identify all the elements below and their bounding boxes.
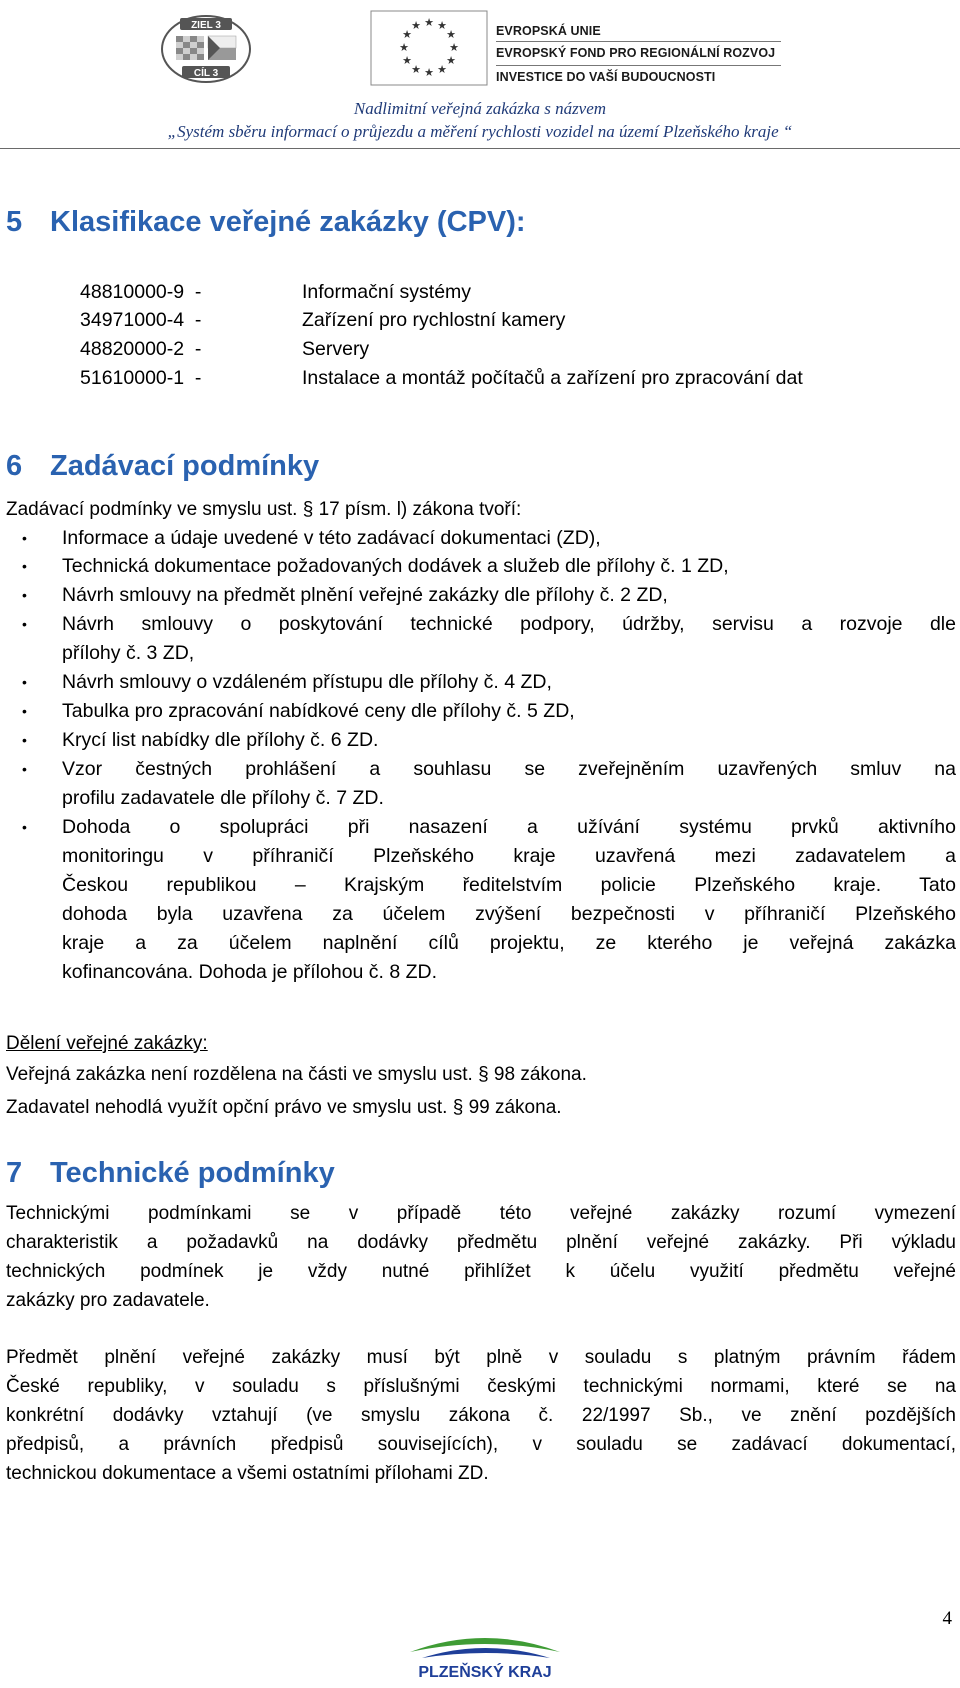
section-7-heading xyxy=(6,1157,335,1190)
svg-text:★: ★ xyxy=(437,19,447,32)
bullet-text: Technická dokumentace požadovaných dodávek a služeb dle přílohy č. 1 ZD, xyxy=(62,555,729,577)
bullet-icon: • xyxy=(22,587,27,603)
cpv-description: Servery xyxy=(302,338,370,360)
bullet-text: profilu zadavatele dle přílohy č. 7 ZD. xyxy=(62,787,384,809)
section-number: 7 xyxy=(6,1157,23,1189)
bullet-text: kofinancována. Dohoda je přílohou č. 8 ZD. xyxy=(62,961,438,983)
option-line: Zadavatel nehodlá využít opční právo ve smyslu ust. § 99 zákona. xyxy=(6,1097,562,1118)
header-project-title: „Systém sběru informací o průjezdu a měření rychlosti vozidel na území Plzeňského kraje “ xyxy=(167,122,793,141)
bullet-icon: • xyxy=(22,558,27,574)
section-6-heading xyxy=(6,450,319,483)
bullet-text: Krycí list nabídky dle přílohy č. 6 ZD. xyxy=(62,729,379,751)
section-number: 6 xyxy=(6,450,23,482)
bullet-text: kraje a za účelem naplnění cílů projektu, ze kterého je veřejná zakázka xyxy=(62,932,956,954)
cpv-code: 34971000-4 - xyxy=(80,309,202,331)
paragraph-line: Technickými podmínkami se v případě této veřejné zakázky rozumí vymezení xyxy=(6,1203,956,1224)
header-divider xyxy=(0,148,960,149)
svg-text:★: ★ xyxy=(424,66,434,79)
cpv-code: 48810000-9 - xyxy=(80,281,202,303)
logo-text: PLZEŇSKÝ KRAJ xyxy=(418,1664,552,1681)
paragraph-line: zakázky pro zadavatele. xyxy=(6,1290,210,1311)
cpv-description: Zařízení pro rychlostní kamery xyxy=(302,309,566,331)
svg-text:★: ★ xyxy=(399,41,409,54)
paragraph-line: technickou dokumentace a všemi ostatními přílohami ZD. xyxy=(6,1463,489,1484)
bullet-text: Tabulka pro zpracování nabídkové ceny dle přílohy č. 5 ZD, xyxy=(62,700,575,722)
bullet-text: monitoringu v příhraničí Plzeňského kraje uzavřená mezi zadavatelem a xyxy=(62,845,956,867)
svg-text:★: ★ xyxy=(402,28,412,41)
division-heading: Dělení veřejné zakázky: xyxy=(6,1033,208,1054)
paragraph-line: charakteristik a požadavků na dodávky předmětu plnění veřejné zakázky. Při výkladu xyxy=(6,1232,956,1253)
cpv-description: Instalace a montáž počítačů a zařízení pro zpracování dat xyxy=(302,367,803,389)
paragraph-line: Předmět plnění veřejné zakázky musí být plně v souladu s platným právním řádem xyxy=(6,1347,956,1368)
eu-union-label: EVROPSKÁ UNIE xyxy=(496,24,601,38)
division-line: Veřejná zakázka není rozdělena na části ve smyslu ust. § 98 zákona. xyxy=(6,1064,587,1085)
cpv-description: Informační systémy xyxy=(302,281,472,303)
bullet-icon: • xyxy=(22,674,27,690)
svg-text:★: ★ xyxy=(411,63,421,76)
header-subtitle: Nadlimitní veřejná zakázka s názvem xyxy=(353,99,607,118)
svg-text:★: ★ xyxy=(446,28,456,41)
bullet-text: Návrh smlouvy na předmět plnění veřejné zakázky dle přílohy č. 2 ZD, xyxy=(62,584,668,606)
bullet-text: Návrh smlouvy o vzdáleném přístupu dle přílohy č. 4 ZD, xyxy=(62,671,552,693)
bullet-text: přílohy č. 3 ZD, xyxy=(62,642,195,664)
section-number: 5 xyxy=(6,206,23,238)
section-title: Technické podmínky xyxy=(50,1157,335,1189)
eu-divider xyxy=(496,65,781,66)
bullet-text: Informace a údaje uvedené v této zadávací dokumentaci (ZD), xyxy=(62,527,601,549)
section-title: Zadávací podmínky xyxy=(50,450,320,482)
eu-fund-label: EVROPSKÝ FOND PRO REGIONÁLNÍ ROZVOJ xyxy=(496,46,776,60)
bullet-text: dohoda byla uzavřena za účelem zvýšení bezpečnosti v příhraničí Plzeňského xyxy=(62,903,956,925)
svg-text:★: ★ xyxy=(437,63,447,76)
bullet-text: Návrh smlouvy o poskytování technické podpory, údržby, servisu a rozvoje dle xyxy=(62,613,956,635)
cil-label: CÍL 3 xyxy=(193,68,219,79)
paragraph-line: České republiky, v souladu s příslušnými českými technickými normami, které se na xyxy=(6,1376,956,1397)
cpv-code: 51610000-1 - xyxy=(80,367,202,389)
svg-text:★: ★ xyxy=(446,54,456,67)
bullet-icon: • xyxy=(22,530,27,546)
cpv-code: 48820000-2 - xyxy=(80,338,202,360)
plzensky-kraj-logo xyxy=(390,1622,580,1682)
paragraph-line: technických podmínek je vždy nutné přihlížet k účelu využití předmětu veřejné xyxy=(6,1261,956,1282)
section-6-intro: Zadávací podmínky ve smyslu ust. § 17 písm. l) zákona tvoří: xyxy=(6,499,522,520)
section-5-heading xyxy=(6,206,526,239)
bullet-text: Vzor čestných prohlášení a souhlasu se zveřejněním uzavřených smluv na xyxy=(62,758,956,780)
bullet-icon: • xyxy=(22,703,27,719)
eu-divider xyxy=(496,41,781,42)
bullet-text: Českou republikou – Krajským ředitelstvím policie Plzeňského kraje. Tato xyxy=(62,874,956,896)
svg-text:★: ★ xyxy=(402,54,412,67)
bullet-text: Dohoda o spolupráci při nasazení a užívání systému prvků aktivního xyxy=(62,816,956,838)
svg-text:★: ★ xyxy=(424,16,434,29)
eu-invest-label: INVESTICE DO VAŠÍ BUDOUCNOSTI xyxy=(496,70,716,84)
bullet-icon: • xyxy=(22,819,27,835)
svg-text:★: ★ xyxy=(411,19,421,32)
ziel-label: ZIEL 3 xyxy=(191,20,221,31)
svg-text:★: ★ xyxy=(449,41,459,54)
bullet-icon: • xyxy=(22,761,27,777)
ziel3-logo xyxy=(160,14,252,84)
paragraph-line: předpisů, a právních předpisů souvisejících), v souladu se zadávací dokumentací, xyxy=(6,1434,956,1455)
bullet-icon: • xyxy=(22,616,27,632)
section-title: Klasifikace veřejné zakázky (CPV): xyxy=(50,206,526,238)
bullet-icon: • xyxy=(22,732,27,748)
page-number: 4 xyxy=(942,1608,952,1629)
eu-flag-logo xyxy=(370,10,488,86)
paragraph-line: konkrétní dodávky vztahují (ve smyslu zákona č. 22/1997 Sb., ve znění pozdějších xyxy=(6,1405,956,1426)
